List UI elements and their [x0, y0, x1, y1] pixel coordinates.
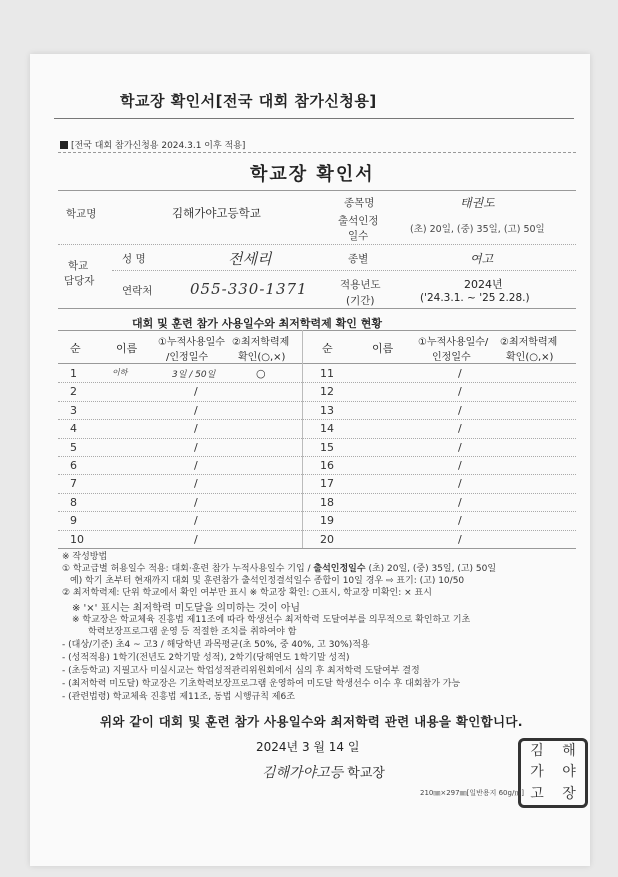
- note-line-6: 학력보장프로그램 운영 등 적절한 조치를 취하여야 함: [88, 627, 297, 637]
- row-check: ○: [256, 367, 266, 380]
- heading-rule: [54, 118, 574, 119]
- row-number: 17: [320, 477, 334, 491]
- header-min-right-1: ②최저학력제: [500, 337, 558, 348]
- header-days-right-2: 인정일수: [432, 352, 471, 363]
- row-number: 11: [320, 367, 334, 380]
- header-no-right: 순: [322, 342, 333, 355]
- row-number: 19: [320, 514, 334, 528]
- row-days: /: [458, 403, 462, 417]
- note-line-11: - (관련법령) 학교체육 진흥법 제11조, 동법 시행규칙 제6조: [62, 692, 295, 702]
- teacher-label-1: 학교: [68, 260, 89, 272]
- table-header-line: [58, 363, 576, 364]
- event-value: 태권도: [460, 196, 495, 210]
- table-bottom-line: [58, 548, 576, 549]
- row-days: /: [458, 514, 462, 528]
- period-range: ('24.3.1. ~ '25 2.28.): [420, 292, 530, 304]
- row-number: 7: [70, 477, 77, 491]
- row-days: /: [458, 477, 462, 491]
- header-min-right-2: 확인(○,×): [506, 352, 554, 363]
- row-days: /: [194, 532, 198, 546]
- row-number: 15: [320, 440, 334, 454]
- principal-seal-stamp: [518, 738, 588, 808]
- row-number: 8: [70, 495, 77, 509]
- row-number: 3: [70, 403, 77, 417]
- row-number: 10: [70, 532, 84, 546]
- row-number: 12: [320, 385, 334, 399]
- period-label-2: (기간): [346, 295, 375, 307]
- row-number: 6: [70, 459, 77, 472]
- table-center-divider: [302, 330, 303, 548]
- row-divider: [58, 474, 576, 475]
- signature-suffix: 학교장: [347, 766, 385, 781]
- note-line-10: - (최저학력 미도달) 학교장은 기초학력보장프로그램 운영하여 미도달 학생선수 이수 후 대회참가 가능: [62, 679, 461, 689]
- teacher-label-2: 담당자: [64, 275, 95, 287]
- document-heading: 학교장 확인서[전국 대회 참가신청용]: [120, 92, 377, 110]
- note-line-3: ② 최저학력제: 단위 학교에서 확인 여부만 표시 ※ 학교장 확인: ○표시, 학교장 미확인: × 표시: [62, 588, 432, 598]
- row-divider: [58, 382, 576, 383]
- confirmation-statement: 위와 같이 대회 및 훈련 참가 사용일수와 최저학력 관련 내용을 확인합니다.: [100, 714, 523, 729]
- note-line-5: ※ 학교장은 학교체육 진흥법 제11조에 따라 학생선수 최저학력 도달여부를 의무적으로 확인하고 기초: [72, 615, 471, 625]
- row-days: /: [458, 367, 462, 380]
- info-bottom-line: [58, 308, 576, 309]
- note-line-4: ※ '×' 표시는 최저학력 미도달을 의미하는 것이 아님: [72, 603, 301, 614]
- category-value: 여고: [470, 252, 494, 266]
- category-label: 종별: [348, 253, 369, 265]
- school-name-label: 학교명: [66, 208, 97, 220]
- subnote-text: [전국 대회 참가신청용 2024.3.1 이후 적용]: [71, 141, 246, 151]
- row-number: 4: [70, 422, 77, 436]
- period-year: 2024년: [464, 278, 503, 291]
- signature-school: 김해가야고등: [262, 765, 344, 781]
- stamp-char: 고: [530, 785, 544, 802]
- row-days: /: [194, 403, 198, 417]
- contact-label: 연락처: [122, 285, 153, 297]
- row-divider: [58, 419, 576, 420]
- form-subnote: [60, 138, 245, 151]
- attendance-label-2: 일수: [348, 230, 369, 242]
- row-days: /: [194, 440, 198, 454]
- stamp-char: 장: [562, 785, 576, 802]
- row-number: 1: [70, 367, 77, 380]
- row-number: 20: [320, 532, 334, 546]
- stamp-char: 가: [530, 764, 544, 781]
- row-days: /: [458, 495, 462, 509]
- row-days: /: [194, 477, 198, 491]
- info-top-line: [58, 190, 576, 191]
- header-name-left: 이름: [116, 342, 138, 355]
- stamp-char: 김: [530, 743, 544, 759]
- row-number: 2: [70, 385, 77, 399]
- school-name-value: 김해가야고등학교: [172, 206, 261, 220]
- header-min-left-1: ②최저학력제: [232, 337, 290, 348]
- row-number: 16: [320, 459, 334, 472]
- row-number: 13: [320, 403, 334, 417]
- note-line-8: - (성적적용) 1학기(전년도 2학기말 성적), 2학기(당해연도 1학기말 성적): [62, 653, 350, 663]
- row-divider: [58, 493, 576, 494]
- note-line-7: - (대상/기준) 초4 ~ 고3 / 해당학년 과목평균(초 50%, 중 40%, 고 30%)적용: [62, 640, 370, 650]
- row-days: /: [194, 514, 198, 528]
- header-days-left-1: ①누적사용일수: [158, 337, 225, 348]
- row-days: /: [194, 459, 198, 472]
- subnote-rule: [58, 152, 576, 153]
- notes-heading: ※ 작성방법: [62, 552, 108, 562]
- row-number: 18: [320, 495, 334, 509]
- row-days: /: [458, 440, 462, 454]
- name-label: 성 명: [122, 253, 146, 265]
- header-days-left-2: /인정일수: [166, 352, 209, 363]
- section-title: 대회 및 훈련 참가 사용일수와 최저학력제 확인 현황: [132, 317, 382, 330]
- attendance-value: (초) 20일, (중) 35일, (고) 50일: [410, 224, 545, 235]
- paper-size-note: 210㎜×297㎜[일반용지 60g/㎡]: [420, 789, 525, 797]
- contact-value: 055-330-1371: [190, 280, 308, 298]
- header-days-right-1: ①누적사용일수/: [418, 337, 489, 348]
- form-title: 학교장 확인서: [250, 164, 375, 185]
- row-number: 14: [320, 422, 334, 436]
- header-name-right: 이름: [372, 342, 394, 355]
- name-value: 전세리: [228, 250, 272, 268]
- row-number: 5: [70, 440, 77, 454]
- row-days: /: [458, 532, 462, 546]
- row-divider: [58, 456, 576, 457]
- note-1c: (초) 20일, (중) 35일, (고) 50일: [365, 564, 497, 574]
- row-divider: [58, 511, 576, 512]
- attendance-label-1: 출석인정: [338, 215, 379, 227]
- row-days: /: [194, 495, 198, 509]
- header-no-left: 순: [70, 342, 81, 355]
- row-days: /: [458, 459, 462, 472]
- row-days: /: [458, 422, 462, 436]
- period-label-1: 적용년도: [340, 279, 381, 291]
- event-label: 종목명: [344, 197, 375, 209]
- row-days: /: [194, 385, 198, 399]
- row-divider: [58, 530, 576, 531]
- issue-date: 2024년 3 월 14 일: [256, 740, 360, 754]
- note-1a: ① 학교급별 허용일수 적용: 대회·훈련 참가 누적사용일수 기입 /: [62, 564, 314, 574]
- row-days: 3일 / 50일: [172, 370, 216, 380]
- note-1b: 출석인정일수: [313, 564, 366, 574]
- row-divider: [58, 438, 576, 439]
- row-name: 이하: [112, 368, 128, 377]
- header-min-left-2: 확인(○,×): [238, 352, 286, 363]
- info-divider-2: [112, 270, 576, 271]
- signature-line: [262, 762, 385, 782]
- row-number: 9: [70, 514, 77, 528]
- square-bullet-icon: [60, 141, 68, 149]
- info-divider-1: [58, 244, 576, 245]
- row-days: /: [194, 422, 198, 436]
- row-divider: [58, 401, 576, 402]
- note-line-9: - (초등학교) 지필고사 미실시교는 학업성적관리위원회에서 심의 후 최저학력 도달여부 결정: [62, 666, 420, 676]
- stamp-char: 야: [562, 764, 576, 781]
- stamp-char: 해: [562, 743, 576, 759]
- row-days: /: [458, 385, 462, 399]
- table-top-line: [58, 330, 576, 331]
- note-line-2: 예) 학기 초부터 현재까지 대회 및 훈련참가 출석인정결석일수 종합이 10일 경우 ⇨ 표기: (고) 10/50: [70, 576, 465, 586]
